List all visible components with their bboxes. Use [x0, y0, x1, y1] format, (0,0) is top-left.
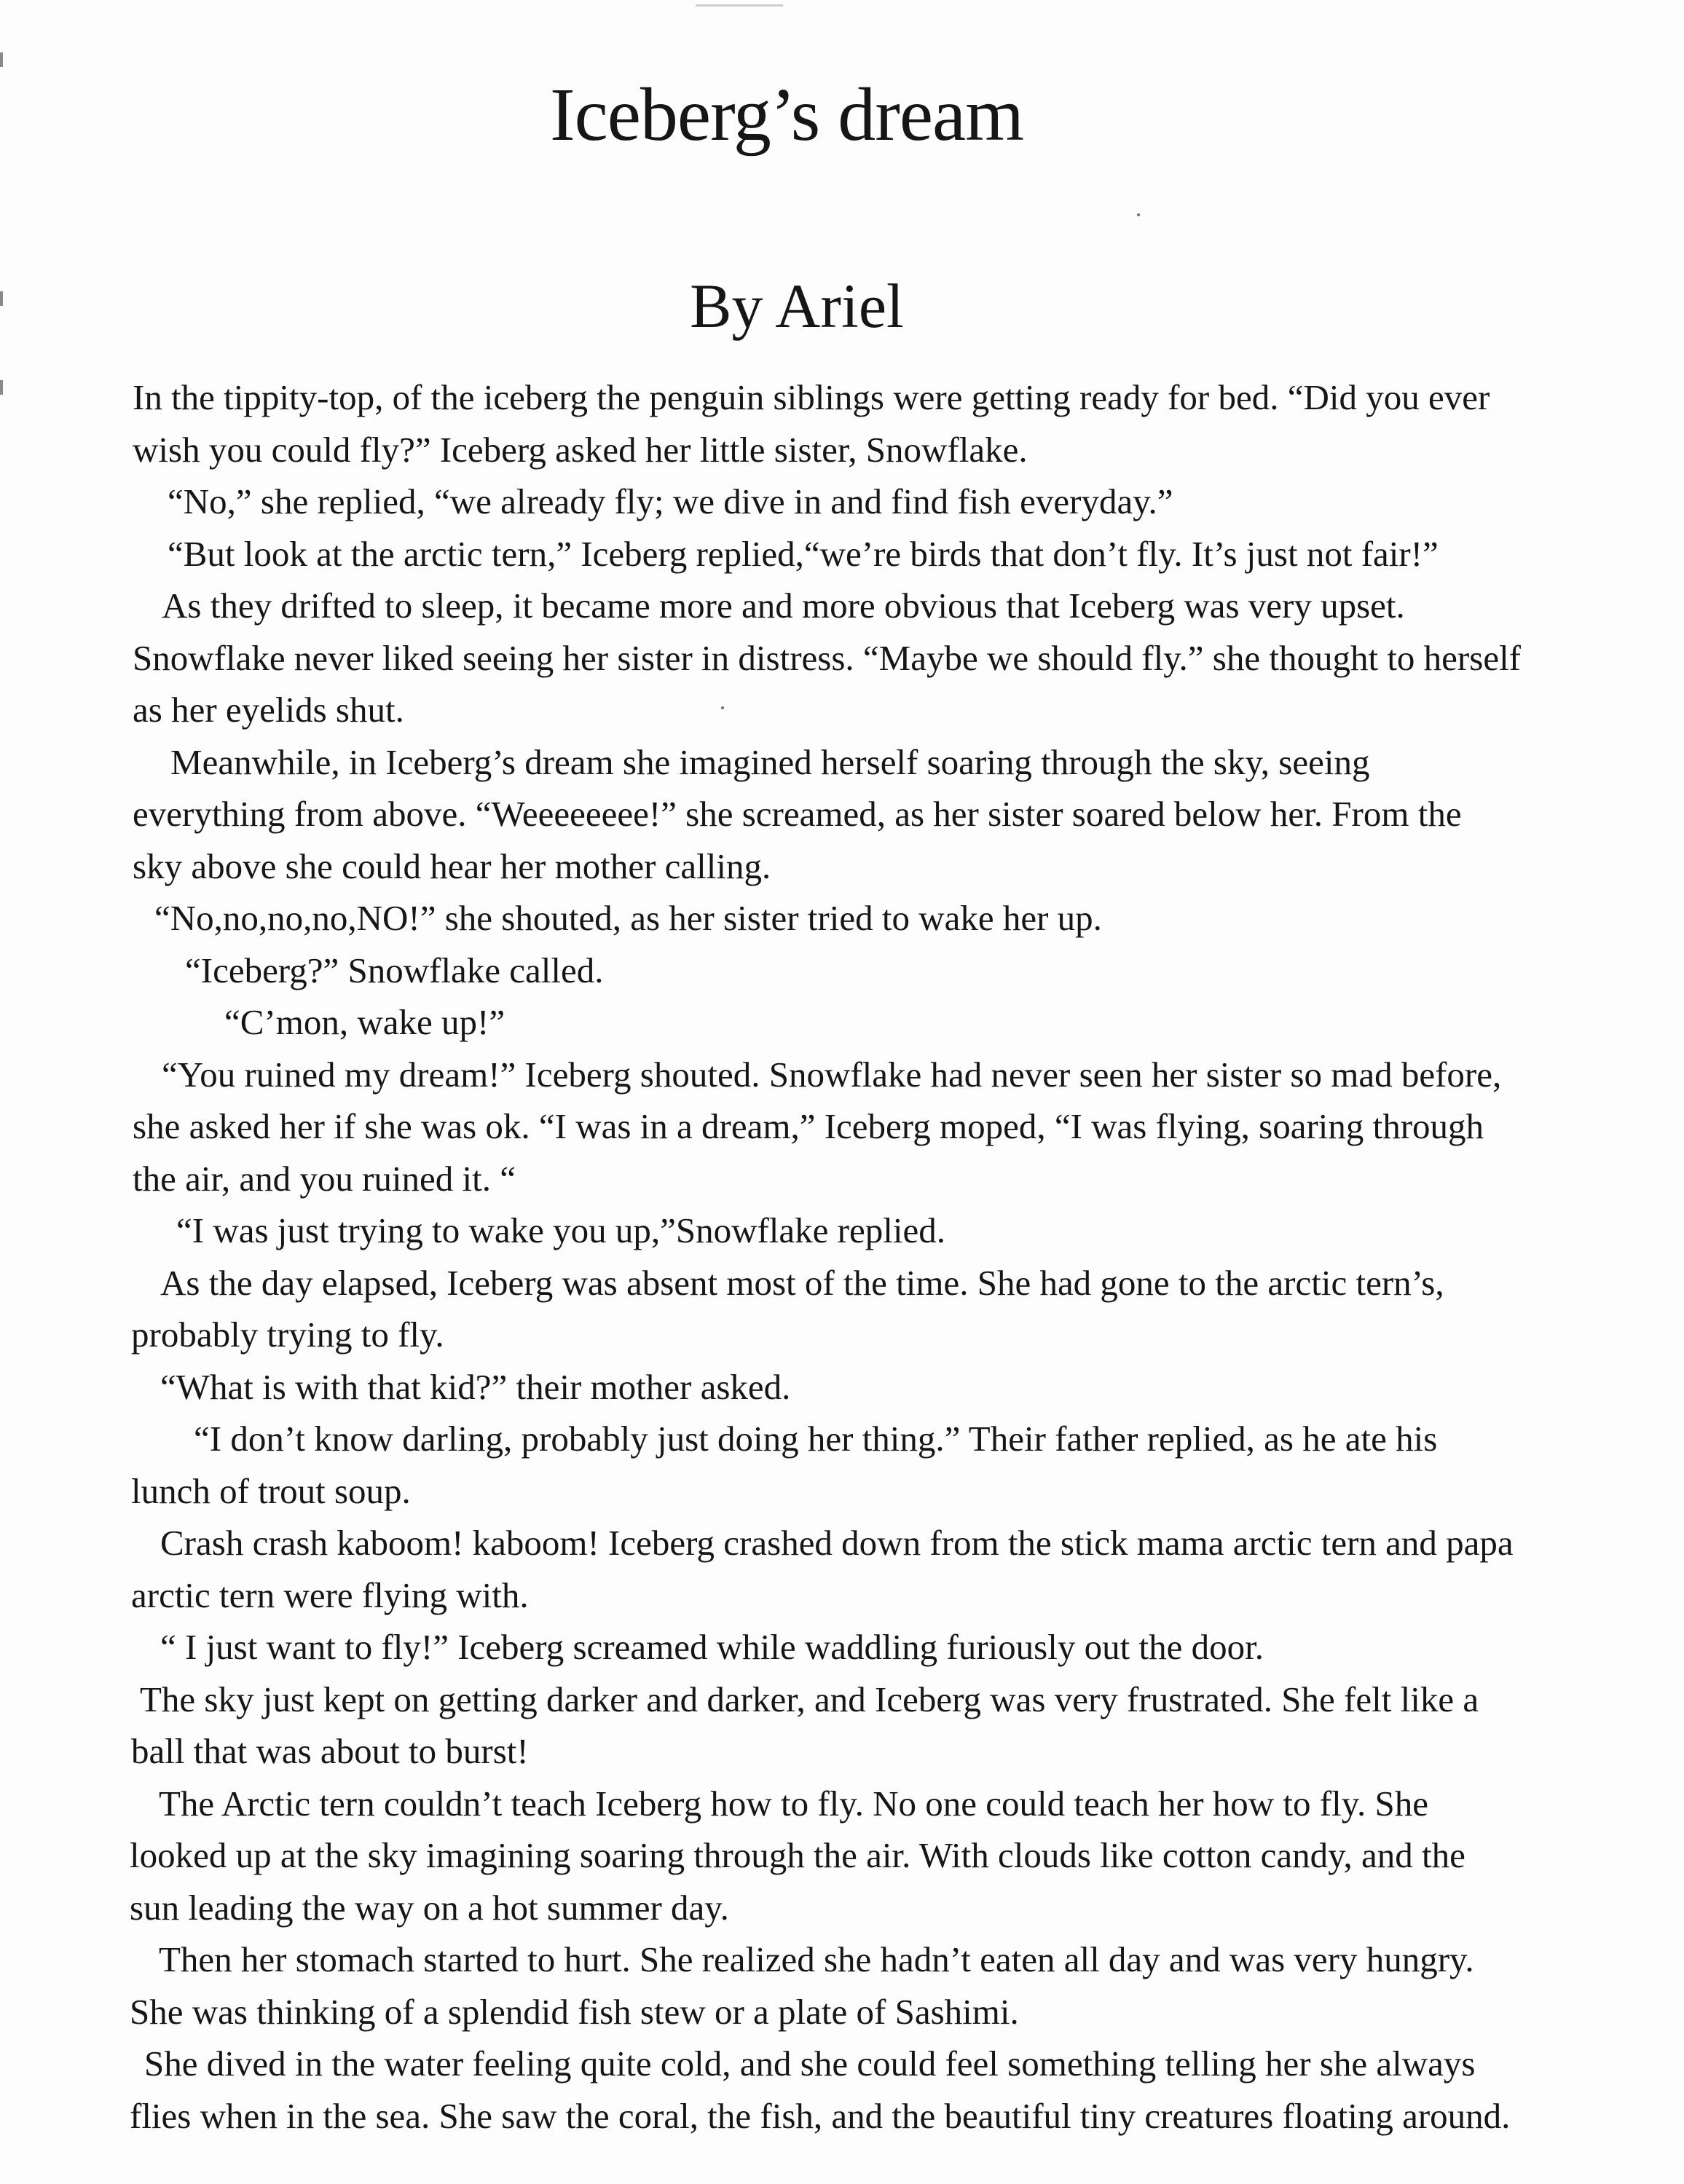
scan-artifact — [0, 380, 3, 395]
story-line: sun leading the way on a hot summer day. — [130, 1887, 729, 1928]
story-line: “ I just want to fly!” Iceberg screamed while waddling furiously out the door. — [160, 1627, 1264, 1667]
story-line: “No,” she replied, “we already fly; we dive in and find fish everyday.” — [168, 481, 1173, 521]
story-line: As the day elapsed, Iceberg was absent most of the time. She had gone to the arctic tern’s, — [160, 1262, 1444, 1303]
story-line: as her eyelids shut. — [133, 690, 404, 730]
story-line: “No,no,no,no,NO!” she shouted, as her sister tried to wake her up. — [154, 898, 1102, 938]
scan-artifact — [696, 4, 783, 7]
story-line: sky above she could hear her mother calling. — [133, 845, 771, 886]
story-line: As they drifted to sleep, it became more and more obvious that Iceberg was very upset. — [162, 586, 1405, 626]
story-line: Meanwhile, in Iceberg’s dream she imagined herself soaring through the sky, seeing — [170, 741, 1370, 782]
story-line: lunch of trout soup. — [131, 1470, 411, 1511]
story-line: “C’mon, wake up!” — [224, 1002, 505, 1042]
scan-speck — [1137, 213, 1140, 216]
author-byline: By Ariel — [690, 271, 904, 341]
story-line: arctic tern were flying with. — [131, 1574, 529, 1615]
story-body — [130, 371, 1645, 2142]
scan-artifact — [0, 52, 3, 67]
story-line: wish you could fly?” Iceberg asked her little sister, Snowflake. — [133, 429, 1028, 470]
story-line: “Iceberg?” Snowflake called. — [185, 950, 604, 990]
story-line: She was thinking of a splendid fish stew or a plate of Sashimi. — [130, 1991, 1019, 2032]
story-line: “I don’t know darling, probably just doing her thing.” Their father replied, as he ate his — [194, 1419, 1438, 1459]
story-line: She dived in the water feeling quite cold, and she could feel something telling her she always — [144, 2043, 1476, 2084]
story-line: “You ruined my dream!” Iceberg shouted. Snowflake had never seen her sister so mad before, — [162, 1054, 1502, 1095]
story-line: looked up at the sky imagining soaring through the air. With clouds like cotton candy, and the — [130, 1835, 1465, 1875]
story-line: probably trying to fly. — [131, 1314, 444, 1355]
story-line: The Arctic tern couldn’t teach Iceberg how to fly. No one could teach her how to fly. She — [159, 1783, 1429, 1824]
story-line: The sky just kept on getting darker and darker, and Iceberg was very frustrated. She felt like a — [140, 1679, 1479, 1719]
story-line: “But look at the arctic tern,” Iceberg replied,“we’re birds that don’t fly. It’s just not fair!” — [168, 533, 1439, 574]
story-line: Then her stomach started to hurt. She realized she hadn’t eaten all day and was very hungry. — [159, 1939, 1474, 1979]
story-line: “I was just trying to wake you up,”Snowflake replied. — [176, 1210, 945, 1250]
story-line: Crash crash kaboom! kaboom! Iceberg crashed down from the stick mama arctic tern and papa — [160, 1523, 1514, 1563]
story-line: “What is with that kid?” their mother asked. — [160, 1366, 791, 1407]
story-line: she asked her if she was ok. “I was in a dream,” Iceberg moped, “I was flying, soaring through — [133, 1106, 1484, 1146]
story-line: everything from above. “Weeeeeeee!” she screamed, as her sister soared below her. From the — [133, 794, 1462, 834]
story-line: In the tippity-top, of the iceberg the penguin siblings were getting ready for bed. “Did you ever — [133, 377, 1490, 417]
story-line: ball that was about to burst! — [131, 1731, 529, 1771]
story-line: Snowflake never liked seeing her sister in distress. “Maybe we should fly.” she thought to herself — [133, 637, 1521, 678]
story-title: Iceberg’s dream — [549, 73, 1024, 157]
story-line: flies when in the sea. She saw the coral, the fish, and the beautiful tiny creatures floating around. — [130, 2095, 1511, 2136]
story-line: the air, and you ruined it. “ — [133, 1158, 516, 1199]
